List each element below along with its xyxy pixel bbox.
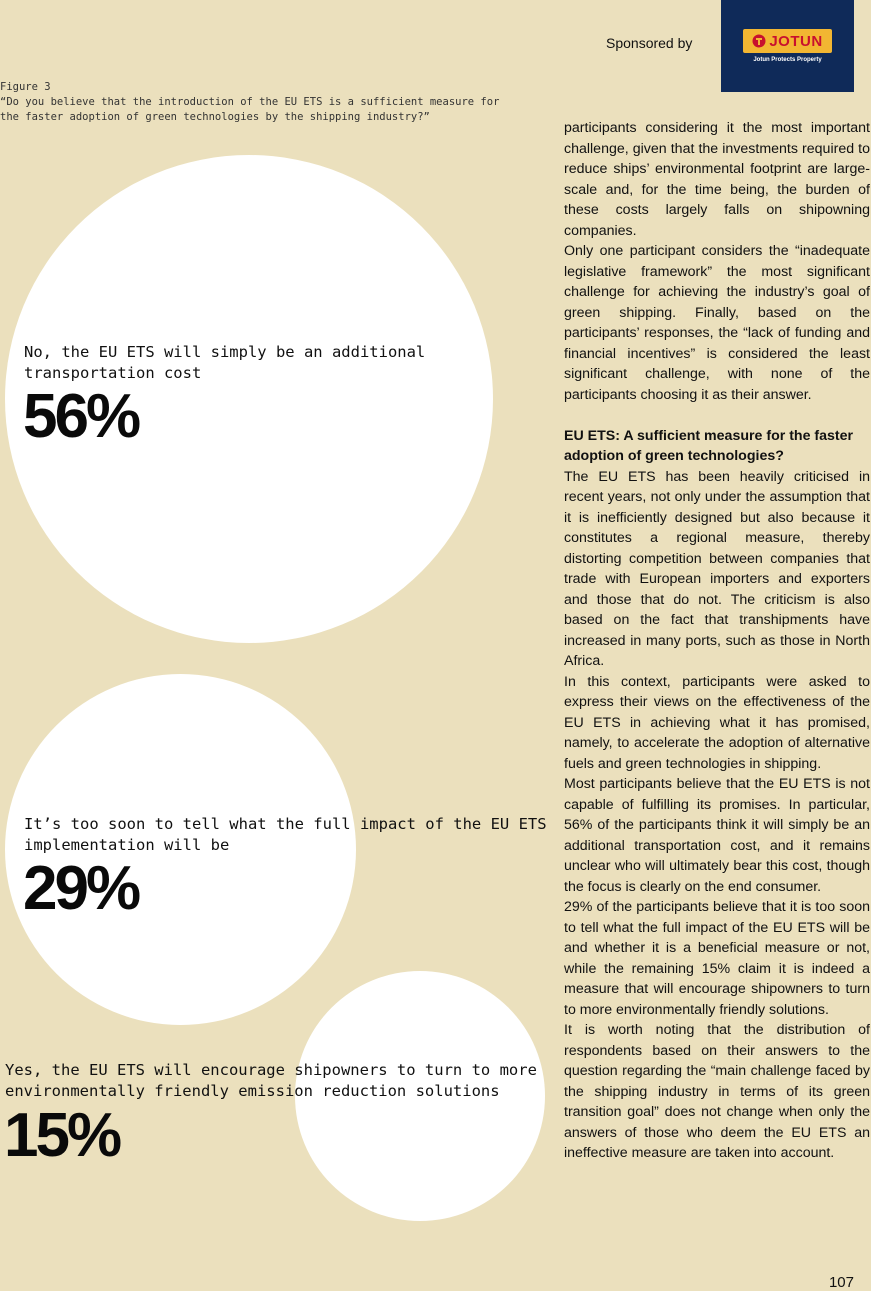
value-label-15: 15%	[4, 1101, 120, 1170]
answer-label-line: environmentally friendly emission reduction solutions	[5, 1082, 500, 1100]
answer-label-line: No, the EU ETS will simply be an additional	[24, 343, 426, 361]
body-text-column	[564, 118, 870, 1164]
answer-label-line: Yes, the EU ETS will encourage shipowners to turn to more	[5, 1061, 537, 1079]
section-heading: EU ETS: A sufficient measure for the faster adoption of green technologies?	[564, 427, 854, 464]
page-number: 107	[828, 1274, 854, 1291]
body-paragraph: In this context, participants were asked to express their views on the effectiveness of the EU ETS in achieving what it has promised, namely, to accelerate the adoption of alternative fuels and green technologies in shipping.	[564, 673, 870, 772]
answer-label-no	[24, 342, 425, 384]
body-paragraph: It is worth noting that the distribution of respondents based on their answers to the question regarding the “main challenge faced by the shipping industry in terms of its green transition goal” does not change when only the answers of those who deem the EU ETS an ineffective measure are taken into account.	[564, 1022, 870, 1161]
figure-question-line-2: the faster adoption of green technologies by the shipping industry?”	[0, 111, 430, 123]
body-paragraph: Most participants believe that the EU ETS is not capable of fulfilling its promises. In particular, 56% of the participants think it will simply be an additional transportation cost, and it remains unclear who will ultimately bear this cost, though the focus is clearly on the end consumer.	[564, 776, 870, 895]
answer-label-yes	[5, 1060, 537, 1102]
body-paragraph: 29% of the participants believe that it is too soon to tell what the full impact of the EU ETS will be and whether it is a beneficial measure or not, while the remaining 15% claim it is indeed a measure that will encourage shipowners to turn to more environmentally friendly solutions.	[564, 899, 870, 1018]
answer-label-line: implementation will be	[24, 836, 230, 854]
jotun-logo	[721, 0, 854, 92]
value-label-56: 56%	[23, 382, 139, 451]
value-label-29: 29%	[23, 854, 139, 923]
body-paragraph: The EU ETS has been heavily criticised in recent years, not only under the assumption that it is inefficiently designed but also because it constitutes a regional measure, thereby distorting competition between companies that trade with European importers and exporters and those that do not. The criticism is also based on the fact that transhipments have increased in many ports, such as those in North Africa.	[564, 468, 870, 669]
logo-wordmark: JOTUN	[769, 32, 823, 50]
answer-label-too-soon	[24, 814, 547, 856]
figure-caption	[0, 80, 545, 125]
figure-label: Figure 3	[0, 81, 51, 93]
logo-tagline: Jotun Protects Property	[753, 57, 822, 63]
jotun-mark-icon	[752, 34, 766, 48]
answer-label-line: transportation cost	[24, 364, 202, 382]
answer-label-line: It’s too soon to tell what the full impact of the EU ETS	[24, 815, 547, 833]
body-paragraph: participants considering it the most important challenge, given that the investments required to reduce ships’ environmental footprint are large-scale and, for the time being, the burden of these costs largely falls on shipowning companies.	[564, 120, 870, 239]
sponsor-label: Sponsored by	[606, 35, 693, 51]
logo-badge	[743, 29, 832, 53]
body-paragraph: Only one participant considers the “inadequate legislative framework” the most significant challenge for achieving the industry’s goal of green shipping. Finally, based on the participants’ responses, the “lack of funding and financial incentives” is considered the least significant challenge, with none of the participants choosing it as their answer.	[564, 243, 870, 403]
figure-question-line-1: “Do you believe that the introduction of the EU ETS is a sufficient measure for	[0, 96, 500, 108]
